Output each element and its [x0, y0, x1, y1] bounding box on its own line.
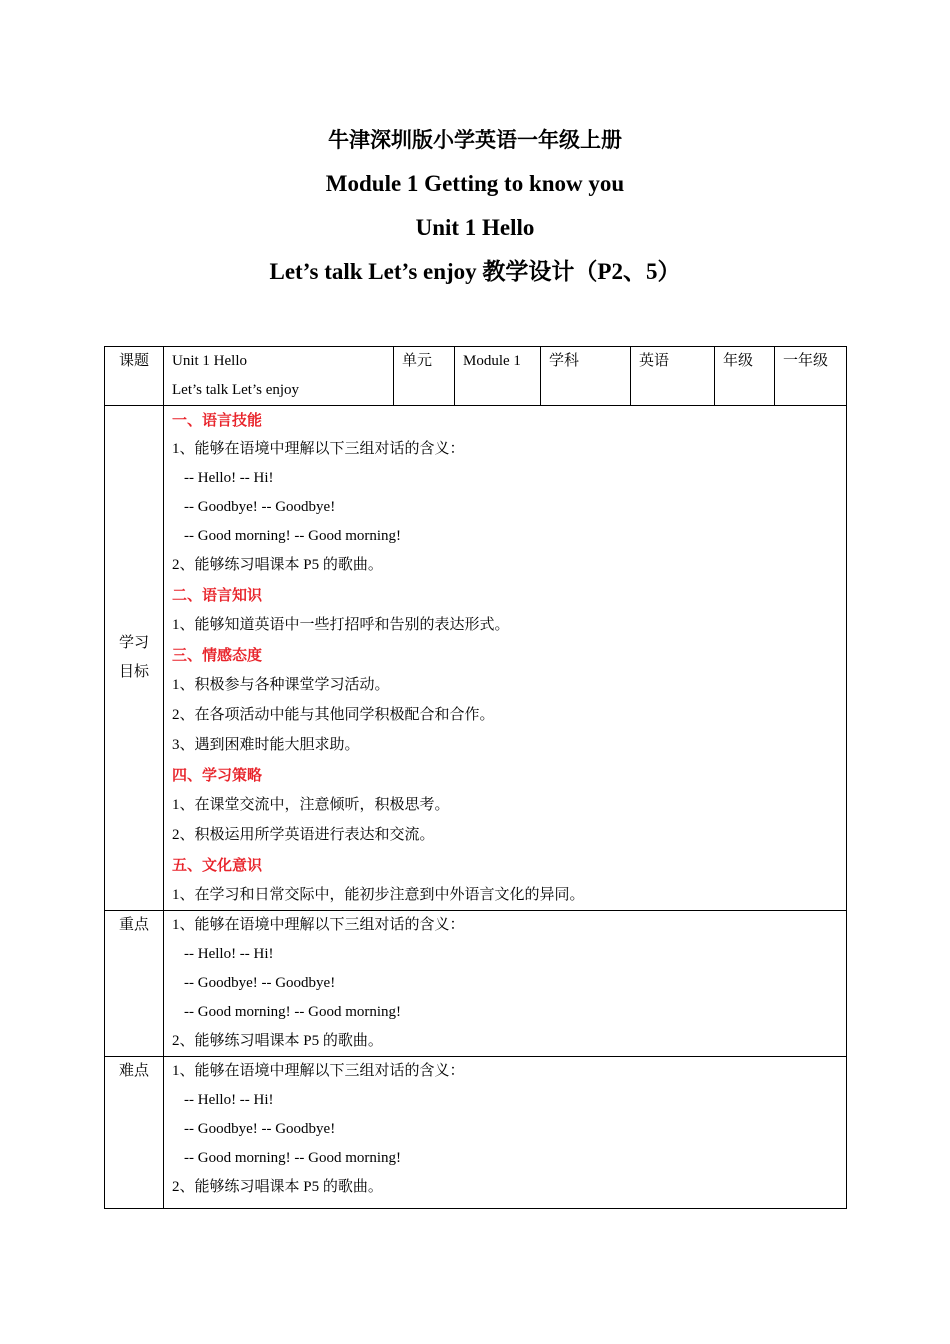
objective-line: 1、能够知道英语中一些打招呼和告别的表达形式。 [172, 617, 510, 633]
unit-value: Module 1 [455, 347, 541, 406]
difficulties-content [164, 1057, 847, 1209]
grade-value: 一年级 [775, 347, 847, 406]
objectives-row [105, 406, 847, 911]
dialogue-line: -- Goodbye! -- Goodbye! [184, 1121, 336, 1137]
subject-label: 学科 [541, 347, 631, 406]
dialogue-line: -- Goodbye! -- Goodbye! [184, 499, 336, 515]
lesson-title: Let’s talk Let’s enjoy 教学设计（P2、5） [269, 259, 681, 284]
subject-value: 英语 [631, 347, 715, 406]
lesson-plan-table [104, 346, 847, 1209]
objectives-label-line: 目标 [118, 664, 149, 680]
key-points-label: 重点 [105, 911, 164, 1057]
dialogue-line: -- Hello! -- Hi! [184, 946, 274, 962]
dialogue-line: -- Good morning! -- Good morning! [184, 1150, 402, 1166]
document-title-block [0, 118, 950, 294]
objective-line: 1、在课堂交流中，注意倾听，积极思考。 [172, 797, 450, 813]
dialogue-line: -- Hello! -- Hi! [184, 470, 274, 486]
header-row [105, 347, 847, 406]
unit-title: Unit 1 Hello [415, 215, 535, 240]
objective-line: 2、能够练习唱课本 P5 的歌曲。 [172, 557, 383, 573]
document-title: 牛津深圳版小学英语一年级上册 [328, 128, 622, 152]
key-point-line: 1、能够在语境中理解以下三组对话的含义： [172, 917, 465, 933]
key-points-row [105, 911, 847, 1057]
grade-label: 年级 [715, 347, 775, 406]
section-heading: 一、语言技能 [172, 411, 263, 429]
dialogue-line: -- Goodbye! -- Goodbye! [184, 975, 336, 991]
objectives-content [164, 406, 847, 911]
objective-line: 2、积极运用所学英语进行表达和交流。 [172, 827, 435, 843]
key-points-content [164, 911, 847, 1057]
objective-line: 1、能够在语境中理解以下三组对话的含义： [172, 441, 465, 457]
difficulties-label: 难点 [105, 1057, 164, 1209]
objective-line: 3、遇到困难时能大胆求助。 [172, 737, 360, 753]
objectives-label-line: 学习 [118, 635, 149, 651]
module-title: Module 1 Getting to know you [325, 171, 625, 196]
topic-value [164, 347, 394, 406]
objective-line: 1、积极参与各种课堂学习活动。 [172, 677, 390, 693]
section-heading: 二、语言知识 [172, 586, 263, 604]
objective-line: 2、在各项活动中能与其他同学积极配合和合作。 [172, 707, 495, 723]
objective-line: 1、在学习和日常交际中，能初步注意到中外语言文化的异同。 [172, 887, 585, 903]
dialogue-line: -- Hello! -- Hi! [184, 1092, 274, 1108]
section-heading: 四、学习策略 [172, 766, 263, 784]
topic-value-line: Let’s talk Let’s enjoy [172, 382, 300, 398]
section-heading: 五、文化意识 [172, 856, 263, 874]
unit-label: 单元 [394, 347, 455, 406]
difficulty-line: 1、能够在语境中理解以下三组对话的含义： [172, 1063, 465, 1079]
difficulties-row [105, 1057, 847, 1209]
dialogue-line: -- Good morning! -- Good morning! [184, 528, 402, 544]
objectives-label [105, 406, 164, 911]
dialogue-line: -- Good morning! -- Good morning! [184, 1004, 402, 1020]
topic-label: 课题 [105, 347, 164, 406]
key-point-line: 2、能够练习唱课本 P5 的歌曲。 [172, 1033, 383, 1049]
section-heading: 三、情感态度 [172, 646, 263, 664]
difficulty-line: 2、能够练习唱课本 P5 的歌曲。 [172, 1179, 383, 1195]
topic-value-line: Unit 1 Hello [172, 353, 247, 369]
